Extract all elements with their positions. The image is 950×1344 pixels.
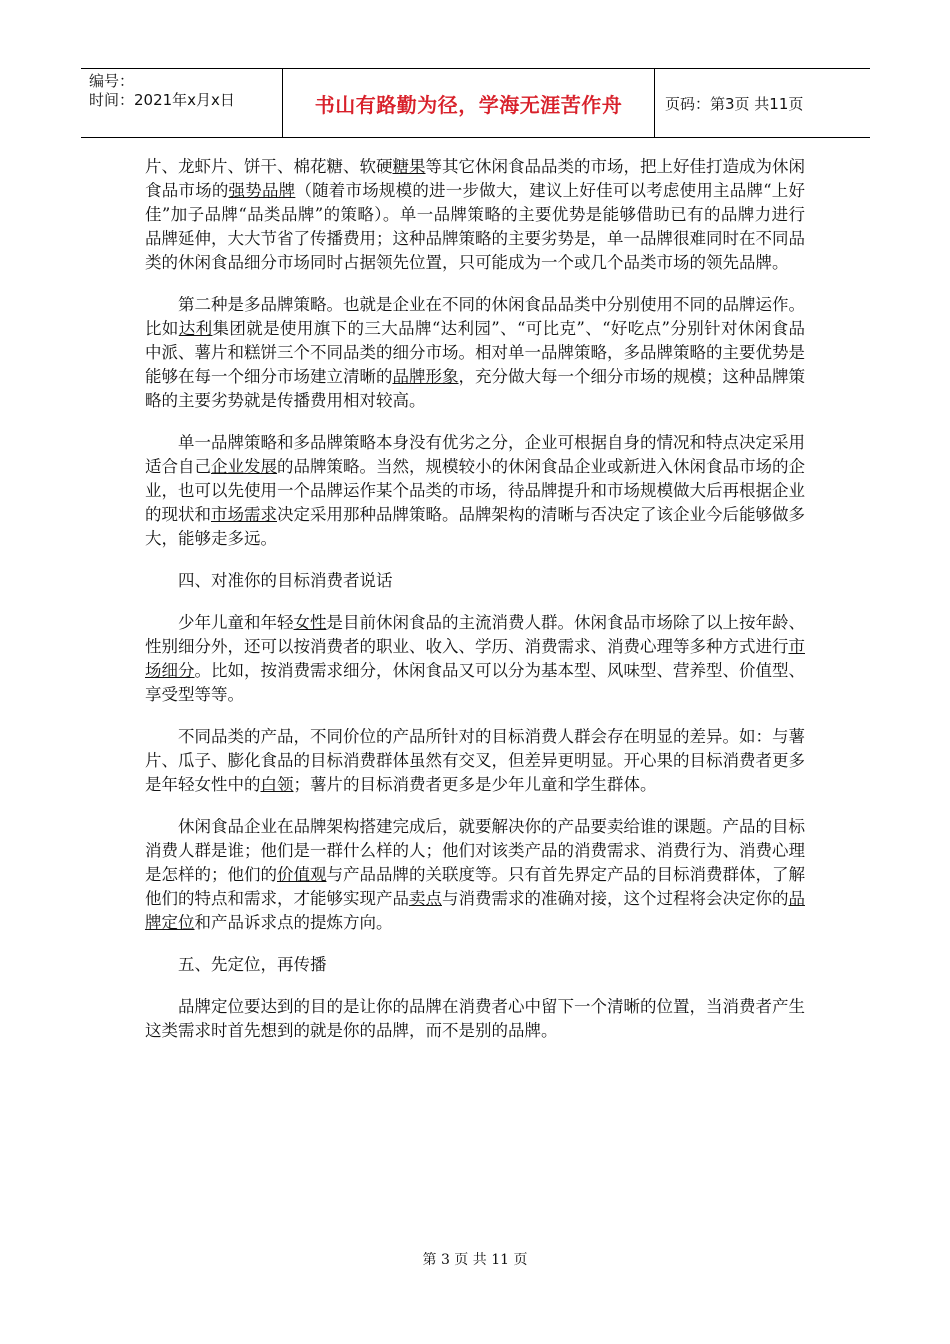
header-motto: 书山有路勤为径，学海无涯苦作舟 xyxy=(283,69,655,137)
text-run: 五、先定位，再传播 xyxy=(178,955,327,974)
section-heading-5 xyxy=(145,953,805,977)
paragraph-3 xyxy=(145,431,805,551)
header-left-cell xyxy=(81,69,283,137)
underlined-term: 强势品牌 xyxy=(228,181,296,200)
paragraph-2 xyxy=(145,293,805,413)
underlined-term: 市场需求 xyxy=(211,505,277,524)
underlined-term: 品牌形象 xyxy=(392,367,459,386)
text-run: （随着市场规模的进一步做大，建议上好佳可以考虑使用主品牌“上好佳”加子品牌“品类品牌”的策略）。单一品牌策略的主要优势是能够借助已有的品牌力进行品牌延伸，大大节省了传播费用；这种品牌策略的主要劣势是，单一品牌很难同时在不同品类的休闲食品细分市场同时占据领先位置，只可能成为一个或几个品类市场的领先品牌。 xyxy=(145,181,806,272)
text-run: 休闲食品企业在品牌架构搭建完成后，就要解决你的产品要卖给谁的课题。产品的目标消费人群是谁；他们是一群什么样的人；他们对该类产品的消费需求、消费行为、消费心理是怎样的；他们的 xyxy=(145,817,805,884)
underlined-term: 企业发展 xyxy=(211,457,277,476)
underlined-term: 品牌定位 xyxy=(145,889,805,932)
paragraph-1 xyxy=(145,155,805,275)
text-run: ；薯片的目标消费者更多是少年儿童和学生群体。 xyxy=(293,775,657,794)
text-run: 品牌定位要达到的目的是让你的品牌在消费者心中留下一个清晰的位置，当消费者产生这类需求时首先想到的就是你的品牌，而不是别的品牌。 xyxy=(145,997,805,1040)
page-footer: 第 3 页 共 11 页 xyxy=(422,1252,528,1268)
underlined-term: 价值观 xyxy=(277,865,327,884)
text-run: 四、对准你的目标消费者说话 xyxy=(178,571,393,590)
paragraph-6 xyxy=(145,725,805,797)
text-run: 的品牌策略。当然，规模较小的休闲食品企业或新进入休闲食品市场的企业，也可以先使用一个品牌运作某个品类的市场，待品牌提升和市场规模做大后再根据企业的现状和 xyxy=(145,457,805,524)
underlined-term: 卖点 xyxy=(409,889,442,908)
text-run: 等其它休闲食品品类的市场，把上好佳打造成为休闲食品市场的 xyxy=(145,157,805,200)
paragraph-5 xyxy=(145,611,805,707)
underlined-term: 糖果 xyxy=(392,157,426,176)
underlined-term: 达利 xyxy=(178,319,213,338)
page-header xyxy=(81,68,870,138)
code-label: 编号： xyxy=(89,72,135,90)
text-run: 与产品品牌的关联度等。只有首先界定产品的目标消费群体，了解他们的特点和需求，才能够实现产品 xyxy=(145,865,805,908)
text-run: 单一品牌策略和多品牌策略本身没有优劣之分，企业可根据自身的情况和特点决定采用适合自己 xyxy=(145,433,805,476)
header-page-info: 页码：第3页 共11页 xyxy=(665,94,804,113)
text-run: 集团就是使用旗下的三大品牌“达利园”、“可比克”、“好吃点”分别针对休闲食品中派、薯片和糕饼三个不同品类的细分市场。相对单一品牌策略，多品牌策略的主要优势是能够在每一个细分市场建立清晰的 xyxy=(145,319,805,386)
paragraph-7 xyxy=(145,815,805,935)
underlined-term: 白领 xyxy=(260,775,294,794)
text-run: 与消费需求的准确对接，这个过程将会决定你的 xyxy=(442,889,789,908)
text-run: 少年儿童和年轻 xyxy=(178,613,294,632)
text-run: 是目前休闲食品的主流消费人群。休闲食品市场除了以上按年龄、性别细分外，还可以按消费者的职业、收入、学历、消费需求、消费心理等多种方式进行 xyxy=(145,613,805,656)
paragraph-8 xyxy=(145,995,805,1043)
text-run: 。比如，按消费需求细分，休闲食品又可以分为基本型、风味型、营养型、价值型、享受型等等。 xyxy=(145,661,805,704)
section-heading-4 xyxy=(145,569,805,593)
text-run: 片、龙虾片、饼干、棉花糖、软硬 xyxy=(145,157,393,176)
underlined-term: 市场细分 xyxy=(145,637,805,680)
underlined-term: 女性 xyxy=(293,613,327,632)
text-run: ，充分做大每一个细分市场的规模；这种品牌策略的主要劣势就是传播费用相对较高。 xyxy=(145,367,805,410)
date-label: 时间：2021年x月x日 xyxy=(89,91,235,109)
text-run: 不同品类的产品，不同价位的产品所针对的目标消费人群会存在明显的差异。如：与薯片、瓜子、膨化食品的目标消费群体虽然有交叉，但差异更明显。开心果的目标消费者更多是年轻女性中的 xyxy=(145,727,805,794)
text-run: 和产品诉求点的提炼方向。 xyxy=(194,913,393,932)
text-run: 第二种是多品牌策略。也就是企业在不同的休闲食品品类中分别使用不同的品牌运作。比如 xyxy=(145,295,805,338)
text-run: 决定采用那种品牌策略。品牌架构的清晰与否决定了该企业今后能够做多大，能够走多远。 xyxy=(145,505,805,548)
document-body xyxy=(145,155,805,1061)
